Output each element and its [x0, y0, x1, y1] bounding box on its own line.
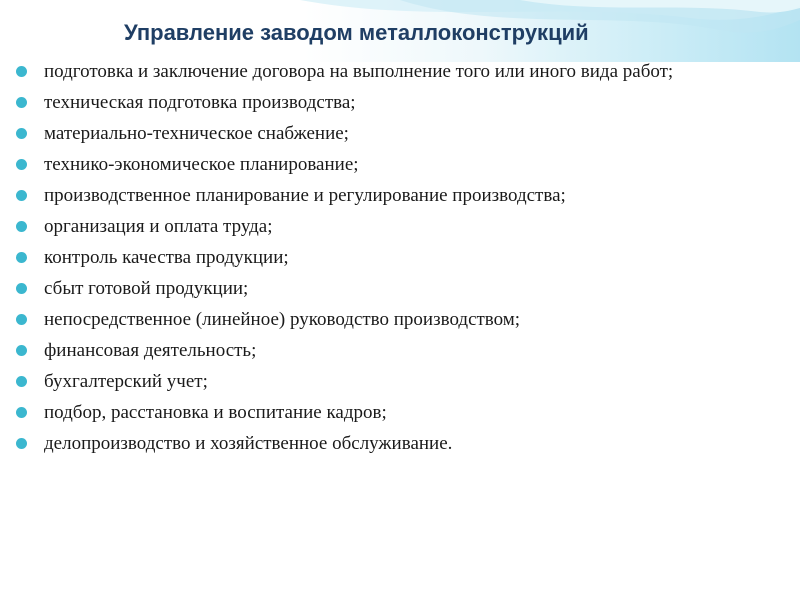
bullet-circle-icon [16, 97, 27, 108]
list-item [14, 184, 774, 207]
bullet-text: материально-техническое снабжение; [44, 123, 349, 144]
bullet-text: организация и оплата труда; [44, 216, 273, 237]
bullet-text: технико-экономическое планирование; [44, 154, 359, 175]
list-item [14, 246, 774, 269]
bullet-circle-icon [16, 128, 27, 139]
list-item [14, 370, 774, 393]
bullet-text: подбор, расстановка и воспитание кадров; [44, 402, 387, 423]
bullet-circle-icon [16, 376, 27, 387]
bullet-circle-icon [16, 407, 27, 418]
bullet-circle-icon [16, 66, 27, 77]
bullet-circle-icon [16, 314, 27, 325]
slide-title: Управление заводом металлоконструкций [124, 20, 589, 45]
bullet-list [14, 60, 774, 463]
list-item [14, 339, 774, 362]
bullet-text: бухгалтерский учет; [44, 371, 208, 392]
bullet-circle-icon [16, 190, 27, 201]
list-item [14, 401, 774, 424]
list-item [14, 153, 774, 176]
list-item [14, 60, 774, 83]
list-item [14, 277, 774, 300]
bullet-circle-icon [16, 438, 27, 449]
bullet-circle-icon [16, 159, 27, 170]
bullet-text: сбыт готовой продукции; [44, 278, 249, 299]
list-item [14, 91, 774, 114]
bullet-text: подготовка и заключение договора на выполнение того или иного вида работ; [44, 61, 674, 82]
bullet-text: финансовая деятельность; [44, 340, 257, 361]
bullet-text: делопроизводство и хозяйственное обслуживание. [44, 433, 453, 454]
list-item [14, 215, 774, 238]
bullet-text: техническая подготовка производства; [44, 92, 356, 113]
bullet-circle-icon [16, 252, 27, 263]
bullet-text: контроль качества продукции; [44, 247, 289, 268]
list-item [14, 122, 774, 145]
bullet-circle-icon [16, 283, 27, 294]
bullet-circle-icon [16, 221, 27, 232]
list-item [14, 308, 774, 331]
bullet-text: непосредственное (линейное) руководство производством; [44, 309, 521, 330]
bullet-text: производственное планирование и регулирование производства; [44, 185, 566, 206]
list-item [14, 432, 774, 455]
bullet-circle-icon [16, 345, 27, 356]
